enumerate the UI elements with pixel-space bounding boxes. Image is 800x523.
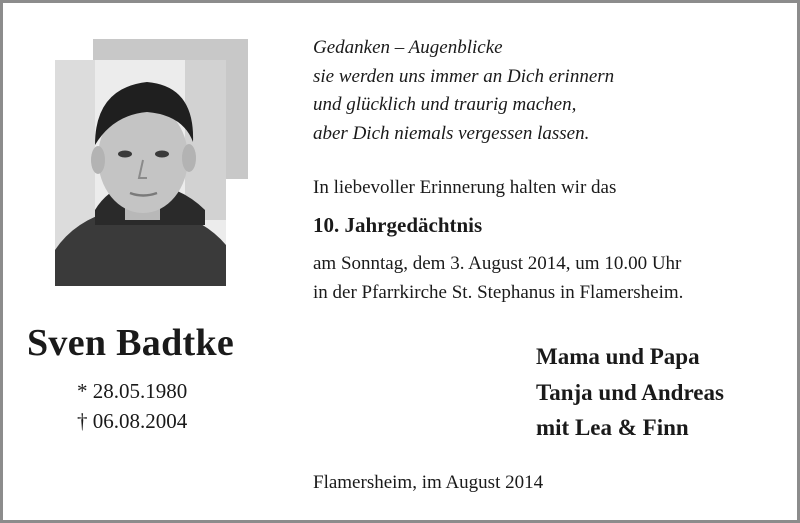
family-line: Mama und Papa xyxy=(536,344,700,369)
service-date-line: am Sonntag, dem 3. August 2014, um 10.00 Uhr xyxy=(313,253,682,274)
poem-line: Gedanken – Augenblicke xyxy=(313,37,503,58)
family-line: Tanja und Andreas xyxy=(536,379,724,405)
remembrance-intro: In liebevoller Erinnerung halten wir das xyxy=(313,177,617,198)
memorial-poem xyxy=(313,34,614,148)
birth-date: * 28.05.1980 xyxy=(77,379,188,403)
anniversary-title: 10. Jahrgedächtnis xyxy=(313,213,483,237)
portrait-photo xyxy=(55,60,226,286)
place-and-date: Flamersheim, im August 2014 xyxy=(313,472,544,493)
family-signatures xyxy=(536,339,724,446)
death-date: † 06.08.2004 xyxy=(77,409,188,433)
service-details xyxy=(313,249,683,307)
family-line: mit Lea & Finn xyxy=(536,415,689,440)
poem-line: sie werden uns immer an Dich erinnern xyxy=(313,65,615,87)
service-location-line: in der Pfarrkirche St. Stephanus in Flamersheim. xyxy=(313,282,684,303)
poem-line: und glücklich und traurig machen, xyxy=(313,94,577,115)
poem-line: aber Dich niemals vergessen lassen. xyxy=(313,122,590,144)
life-dates xyxy=(77,376,187,436)
deceased-name: Sven Badtke xyxy=(27,322,235,364)
